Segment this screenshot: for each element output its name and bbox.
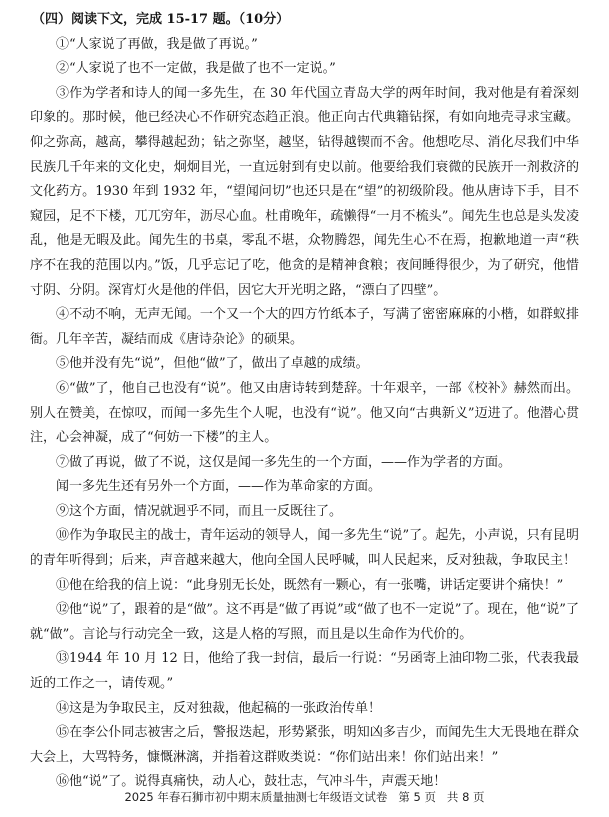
paragraph-14: ⑭这是为争取民主，反对独裁，他起稿的一张政治传单！ [56,700,382,716]
paragraph-15: ⑮在李公仆同志被害之后，警报迭起，形势紧张，明知凶多吉少，而闻先生大无畏地在群众大会上，大骂特务，慷慨淋漓，并指着这群败类说：“你们站出来！你们站出来！” [30,725,579,765]
paragraph-9: ⑨这个方面，情况就迥乎不同，而且一反既往了。 [56,503,343,519]
paragraph-5: ⑤他并没有先“说”，但他“做”了，做出了卓越的成绩。 [56,356,369,372]
paragraph-4: ④不动不响，无声无闻。一个又一个大的四方竹纸本子，写满了密密麻麻的小楷，如群蚁排衙。几年辛苦，凝结而成《唐诗杂论》的硕果。 [30,307,579,347]
paragraph-12: ⑫他“说”了，跟着的是“做”。这不再是“做了再说”或“做了也不一定说”了。现在，他“说”了就“做”。言论与行动完全一致，这是人格的写照，而且是以生命作为代价的。 [30,602,579,642]
page-footer: 2025 年春石狮市初中期末质量抽测七年级语文试卷 第 5 页 共 8 页 [124,790,485,805]
paragraph-1: ①“人家说了再做，我是做了再说。” [56,36,258,52]
paragraph-7: ⑦做了再说，做了不说，这仅是闻一多先生的一个方面，——作为学者的方面。 [56,454,512,470]
paragraph-8: 闻一多先生还有另外一个方面，——作为革命家的方面。 [56,479,382,495]
paragraph-16: ⑯他“说”了。说得真痛快，动人心，鼓壮志，气冲斗牛，声震天地！ [56,774,447,790]
section-heading: （四）阅读下文，完成 15-17 题。（10分） [32,12,290,27]
paragraph-6: ⑥“做”了，他自己也没有“说”。他又由唐诗转到楚辞。十年艰辛，一部《校补》赫然而出。别人在赞美，在惊叹，而闻一多先生个人呢，也没有“说”。他又向“古典新义”迈进了。他潜心贯注，心会神凝，成了“何妨一下楼”的主人。 [30,380,579,446]
paragraph-3: ③作为学者和诗人的闻一多先生，在 30 年代国立青岛大学的两年时间，我对他是有着深刻印象的。那时候，他已经决心不作研究态趋正浪。他正向古代典籍钻探，有如向地壳寻求宝藏。仰之弥高，越高，攀得越起劲；钻之弥坚，越坚，钻得越锲而不舍。他想吃尽、消化尽我们中华民族几千年来的文化史，炯炯目光，一直远射到有史以前。他要给我们衰微的民族开一剂救济的文化药方。1930 年到 1932 年，“望闻问切”也还只是在“望”的初级阶段。他从唐诗下手，目不窥园，足不下楼，兀兀穷年，沥尽心血。杜甫晚年，疏懒得“一月不梳头”。闻先生也总是头发凌乱，他是无暇及此。闻先生的书桌，零乱不堪，众物腾怨，闻先生心不在焉，抱歉地道一声“秩序不在我的范围以内。”饭，几乎忘记了吃，他贪的是精神食粮；夜间睡得很少，为了研究，他惜寸阴、分阴。深宵灯火是他的伴侣，因它大开光明之路，“漂白了四壁”。 [30,85,579,298]
paragraph-2: ②“人家说了也不一定做，我是做了也不一定说。” [56,61,336,77]
paragraph-11: ⑪他在给我的信上说：“此身别无长处，既然有一颗心，有一张嘴，讲话定要讲个痛快！” [56,577,564,593]
paragraph-10: ⑩作为争取民主的战士，青年运动的领导人，闻一多先生“说”了。起先，小声说，只有昆明的青年听得到；后来，声音越来越大，他向全国人民呼喊，叫人民起来，反对独裁，争取民主！ [30,528,579,569]
paragraph-13: ⑬1944 年 10 月 12 日，他给了我一封信，最后一行说：“另函寄上油印物二张，代表我最近的工作之一，请传观。” [30,651,579,692]
